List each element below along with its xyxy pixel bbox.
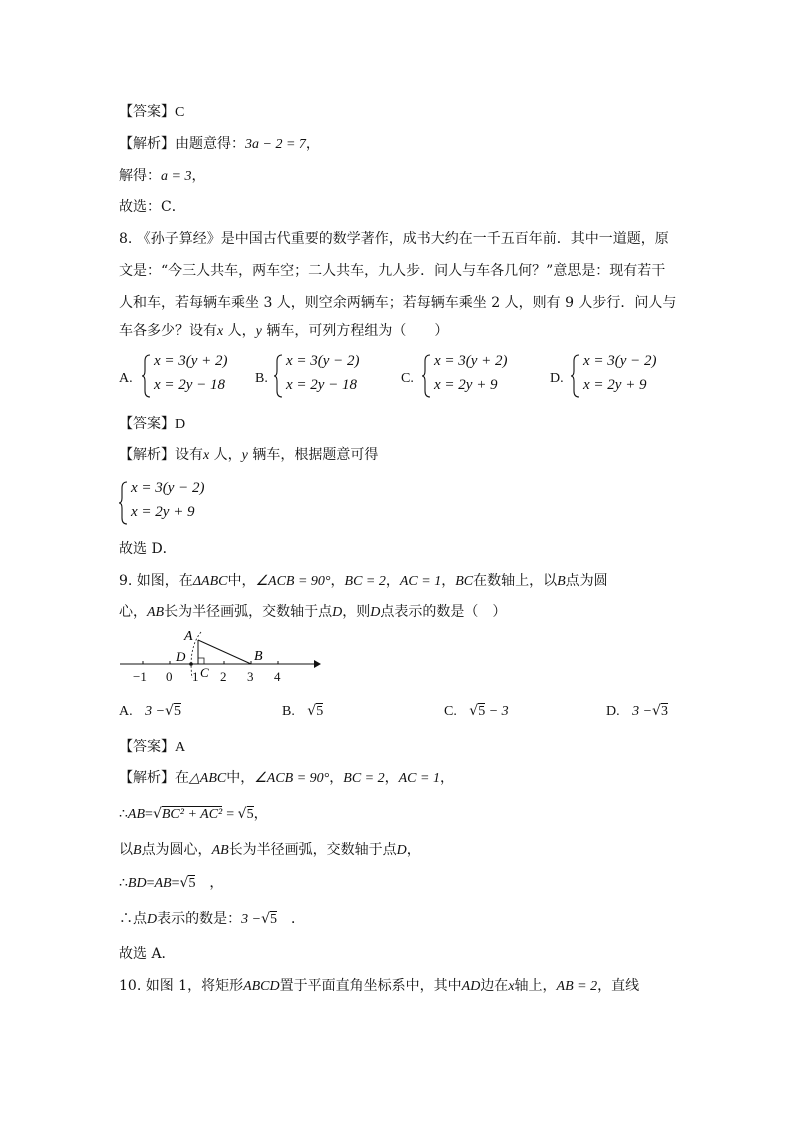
- q9-option-a: A. 3 −√5: [119, 703, 181, 719]
- sqrt-icon: √: [469, 703, 479, 719]
- sqrt-icon: √: [165, 703, 174, 719]
- q8-stem-line-1: 8. 《孙子算经》是中国古代重要的数学著作，成书大约在一千五百年前．其中一道题，原: [119, 231, 669, 247]
- q7-choose-line: 故选：C．: [119, 199, 186, 215]
- answer-tag: 【答案】: [119, 416, 175, 432]
- q9-analysis-line-5: ∴点D表示的数是：3 −√5 ．: [119, 911, 305, 927]
- answer-value: D: [175, 417, 186, 432]
- q8-option-c-system: x = 3(y + 2) x = 2y + 9: [422, 353, 542, 403]
- equation: a = 3: [161, 169, 192, 184]
- equation: 3a − 2 = 7: [245, 137, 306, 152]
- sqrt-icon: √: [152, 806, 162, 822]
- q8-option-c: C.: [401, 371, 414, 386]
- q8-option-d-system: x = 3(y − 2) x = 2y + 9: [571, 353, 691, 403]
- answer-tag: 【答案】: [119, 739, 175, 755]
- q7-solve-line: 解得：a = 3，: [119, 168, 206, 184]
- analysis-tag: 【解析】: [119, 136, 175, 152]
- q9-option-b: B. √5: [282, 703, 324, 719]
- right-angle-mark: [198, 658, 204, 664]
- sqrt-icon: √: [652, 703, 661, 719]
- q9-answer-line: [119, 737, 185, 758]
- q9-choose-line: 故选 A．: [119, 946, 176, 962]
- q9-stem-line-1: 9. 如图，在ΔABC中，∠ACB = 90°，BC = 2，AC = 1，BC在数轴上，以B点为圆: [119, 573, 608, 589]
- q9-analysis-line-2: ∴AB=√BC² + AC² = √5，: [119, 806, 268, 822]
- q9-analysis-line-3: 以B点为圆心，AB长为半径画弧，交数轴于点D，: [119, 842, 421, 858]
- q8-option-a-system: x = 3(y + 2) x = 2y − 18: [142, 353, 262, 403]
- q9-stem-line-2: 心，AB长为半径画弧，交数轴于点D，则D点表示的数是（ ）: [119, 604, 507, 620]
- label-c: C: [200, 665, 209, 680]
- tick-label: 3: [247, 669, 254, 684]
- answer-value: C: [175, 105, 185, 120]
- label-d: D: [176, 649, 186, 664]
- q8-analysis-system: x = 3(y − 2) x = 2y + 9: [119, 480, 239, 530]
- answer-tag: 【答案】: [119, 104, 175, 120]
- q9-figure: [116, 628, 326, 684]
- answer-value: A: [175, 740, 186, 755]
- analysis-tag: 【解析】: [119, 447, 175, 463]
- label-a: A: [184, 629, 193, 644]
- q8-stem-line-2: 文是：“今三人共车，两车空；二人共车，九人步．问人与车各几何？”意思是：现有若干: [119, 263, 666, 279]
- q8-stem-line-3: 人和车，若每辆车乘坐 3 人，则空余两辆车；若每辆车乘坐 2 人，则有 9 人步行．问人与: [119, 295, 677, 311]
- arrow-icon: [314, 660, 321, 668]
- q9-analysis-line-1: 【解析】在△ABC中，∠ACB = 90°，BC = 2，AC = 1，: [119, 770, 454, 786]
- q9-analysis-line-4: ∴BD=AB=√5 ，: [119, 875, 224, 891]
- q9-option-d: D. 3 −√3: [606, 703, 668, 719]
- q8-choose-line: 故选 D．: [119, 541, 177, 557]
- q10-stem-line-1: 10. 如图 1，将矩形ABCD置于平面直角坐标系中，其中AD边在x轴上，AB = 2，直线: [119, 978, 640, 994]
- q8-option-b: B.: [255, 371, 268, 386]
- tick-label: −1: [133, 669, 147, 684]
- sqrt-icon: √: [261, 911, 270, 927]
- q8-answer-line: [119, 414, 185, 435]
- sqrt-icon: √: [179, 875, 189, 891]
- sqrt-icon: √: [307, 703, 317, 719]
- tick-label: 4: [274, 669, 281, 684]
- q7-answer-line: [119, 102, 184, 123]
- label-b: B: [254, 649, 263, 664]
- q8-option-a: A.: [119, 371, 133, 386]
- q8-analysis-line: 【解析】设有x 人，y 辆车，根据题意可得: [119, 447, 379, 463]
- q7-analysis-line: 【解析】由题意得：3a − 2 = 7，: [119, 136, 320, 152]
- tick-label: 2: [220, 669, 227, 684]
- tick-label: 0: [166, 669, 173, 684]
- tick-label: 1: [192, 669, 199, 684]
- point-d: [189, 662, 193, 666]
- q9-option-c: C. √5 − 3: [444, 703, 509, 719]
- q8-stem-line-4: 车各多少？设有x 人，y 辆车，可列方程组为（ ）: [119, 323, 449, 339]
- q8-option-b-system: x = 3(y − 2) x = 2y − 18: [274, 353, 394, 403]
- q8-option-d: D.: [550, 371, 564, 386]
- sqrt-icon: √: [237, 806, 247, 822]
- side-ab: [198, 640, 251, 664]
- analysis-tag: 【解析】: [119, 770, 175, 786]
